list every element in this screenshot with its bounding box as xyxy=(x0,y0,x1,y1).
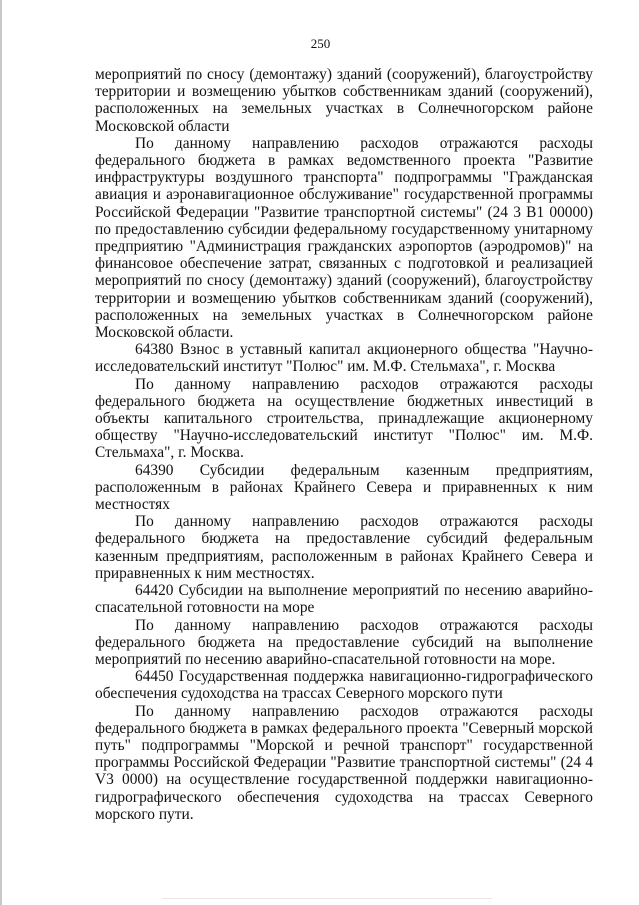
document-body xyxy=(95,66,593,823)
paragraph: По данному направлению расходов отражаются расходы федерального бюджета в рамках федерального проекта "Северный морской путь" подпрограммы "Морской и речной транспорт" государственной программы Российской Федерации "Развитие транспортной системы" (24 4 V3 0000) на осуществление государственной поддержки навигационно-гидрографического обеспечения судоходства на трассах Северного морского пути. xyxy=(95,702,593,823)
paragraph-heading-64390: 64390 Субсидии федеральным казенным предприятиям, расположенным в районах Крайнего Севера и приравненных к ним местностях xyxy=(95,461,593,514)
scan-smudge xyxy=(162,898,492,899)
paragraph: По данному направлению расходов отражаются расходы федерального бюджета на предоставление субсидий федеральным казенным предприятиям, расположенным в районах Крайнего Севера и приравненных к ним местностях. xyxy=(95,513,593,582)
paragraph-heading-64420: 64420 Субсидии на выполнение мероприятий по несению аварийно-спасательной готовности на море xyxy=(95,582,593,617)
paragraph: По данному направлению расходов отражаются расходы федерального бюджета на предоставление субсидий на выполнение мероприятий по несению аварийно-спасательной готовности на море. xyxy=(95,616,593,668)
paragraph-heading-64380: 64380 Взнос в уставный капитал акционерного общества "Научно-исследовательский институт "Полюс" им. М.Ф. Стельмаха", г. Москва xyxy=(95,341,593,376)
paragraph-continuation: мероприятий по сносу (демонтажу) зданий (сооружений), благоустройству территории и возмещению убытков собственникам зданий (сооружений), расположенных на земельных участках в Солнечногорском районе Московской области xyxy=(95,66,593,135)
paragraph: По данному направлению расходов отражаются расходы федерального бюджета в рамках ведомственного проекта "Развитие инфраструктуры воздушного транспорта" подпрограммы "Гражданская авиация и аэронавигационное обслуживание" государственной программы Российской Федерации "Развитие транспортной системы" (24 3 В1 00000) по предоставлению субсидии федеральному государственному унитарному предприятию "Администрация гражданских аэропортов (аэродромов)" на финансовое обеспечение затрат, связанных с подготовкой и реализацией мероприятий по сносу (демонтажу) зданий (сооружений), благоустройству территории и возмещению убытков собственникам зданий (сооружений), расположенных на земельных участках в Солнечногорском районе Московской области. xyxy=(95,134,593,342)
paragraph-heading-64450: 64450 Государственная поддержка навигационно-гидрографического обеспечения судоходства на трассах Северного морского пути xyxy=(95,668,593,703)
paragraph: По данному направлению расходов отражаются расходы федерального бюджета на осуществление бюджетных инвестиций в объекты капитального строительства, принадлежащие акционерному обществу "Научно-исследовательский институт "Полюс" им. М.Ф. Стельмаха", г. Москва. xyxy=(95,375,593,462)
page-number: 250 xyxy=(310,36,331,51)
